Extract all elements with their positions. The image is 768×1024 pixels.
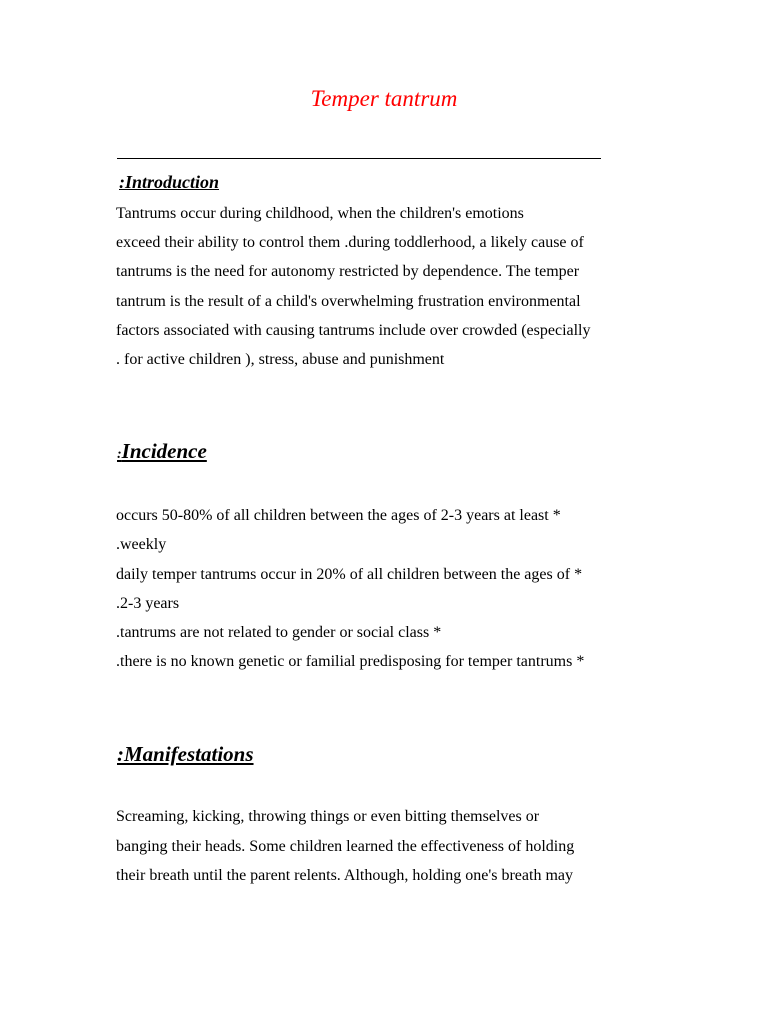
incidence-line: .2-3 years [116,595,180,612]
introduction-line: exceed their ability to control them .during toddlerhood, a likely cause of [116,234,584,251]
introduction-heading: :Introduction [119,172,220,192]
introduction-line: factors associated with causing tantrums include over crowded (especially [116,322,591,339]
incidence-line: .tantrums are not related to gender or social class * [116,624,442,641]
incidence-line: .there is no known genetic or familial predisposing for temper tantrums * [116,653,585,670]
incidence-heading-text: Incidence [121,439,207,463]
manifestations-line: banging their heads. Some children learned the effectiveness of holding [116,838,575,855]
page-title: Temper tantrum [310,86,458,111]
introduction-line: Tantrums occur during childhood, when the children's emotions [116,205,524,222]
incidence-heading-colon: : [117,447,122,462]
title-divider [117,158,601,159]
introduction-line: . for active children ), stress, abuse and punishment [116,351,445,368]
introduction-line: tantrum is the result of a child's overwhelming frustration environmental [116,293,581,310]
incidence-heading [117,439,207,464]
incidence-line: occurs 50-80% of all children between the ages of 2-3 years at least * [116,507,561,524]
manifestations-heading: :Manifestations [117,742,254,766]
manifestations-line: their breath until the parent relents. Although, holding one's breath may [116,867,573,884]
incidence-line: .weekly [116,536,167,553]
incidence-line: daily temper tantrums occur in 20% of all children between the ages of * [116,566,583,583]
introduction-line: tantrums is the need for autonomy restricted by dependence. The temper [116,263,580,280]
manifestations-line: Screaming, kicking, throwing things or even bitting themselves or [116,808,540,825]
